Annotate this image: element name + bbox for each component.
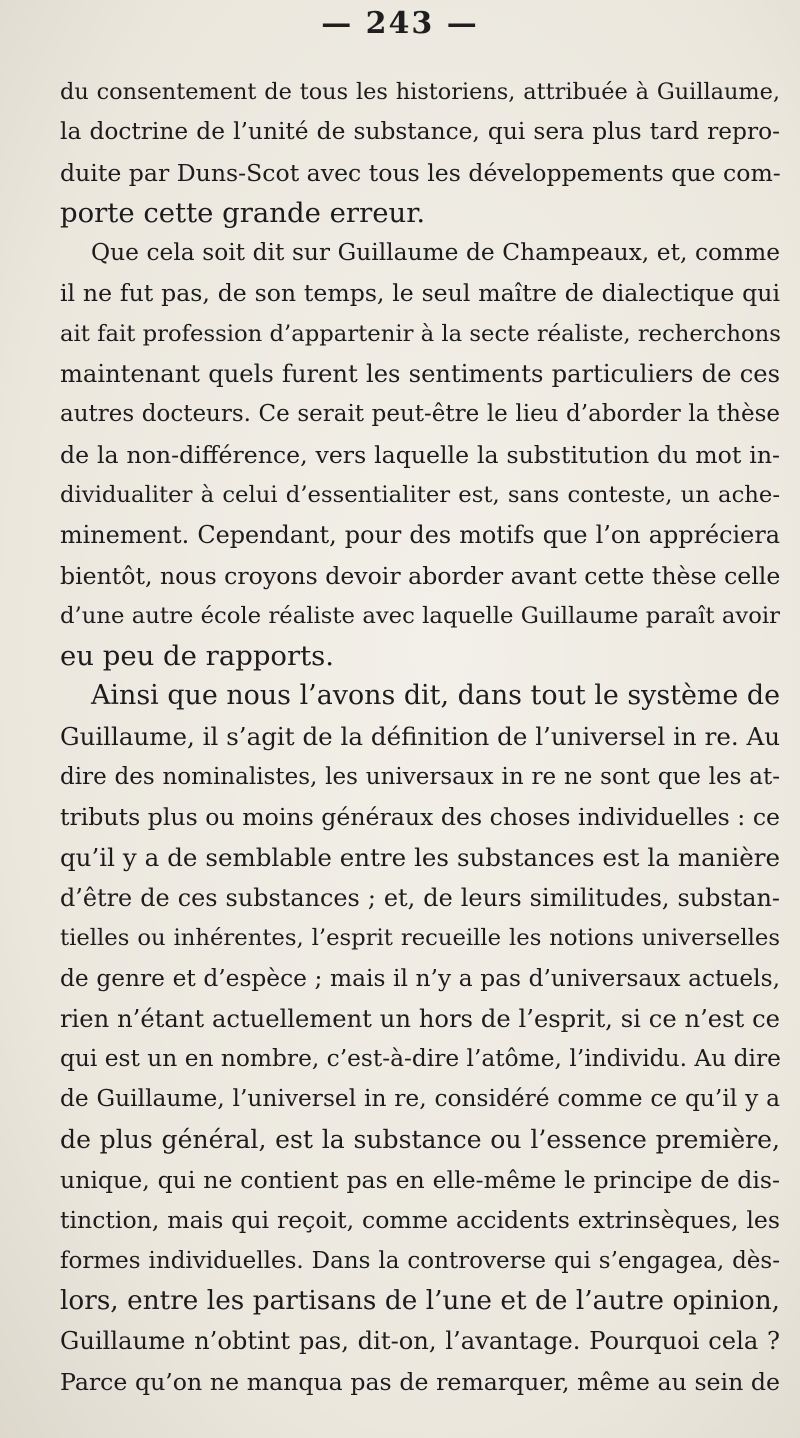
text-line: d’être de ces substances ; et, de leurs similitudes, substan-: [60, 883, 780, 912]
text-line: autres docteurs. Ce serait peut-être le lieu d’aborder la thèse: [60, 401, 780, 428]
text-line: tielles ou inhérentes, l’esprit recueille les notions universelles: [60, 925, 780, 952]
text-line: Ainsi que nous l’avons dit, dans tout le système de: [91, 680, 780, 712]
text-line: maintenant quels furent les sentiments particuliers de ces: [60, 360, 780, 389]
text-line: il ne fut pas, de son temps, le seul maître de dialectique qui: [60, 279, 780, 308]
text-line: dividualiter à celui d’essentialiter est, sans conteste, un ache-: [60, 481, 780, 508]
text-line: bientôt, nous croyons devoir aborder avant cette thèse celle: [60, 561, 781, 590]
text-line: Guillaume n’obtint pas, dit-on, l’avantage. Pourquoi cela ?: [60, 1327, 780, 1356]
text-line: de genre et d’espèce ; mais il n’y a pas d’universaux actuels,: [60, 964, 780, 992]
text-line: Parce qu’on ne manqua pas de remarquer, même au sein de: [60, 1367, 780, 1396]
text-line: unique, qui ne contient pas en elle-même le principe de dis-: [60, 1166, 780, 1195]
text-line: de la non-différence, vers laquelle la substitution du mot in-: [60, 440, 780, 469]
text-line: de plus général, est la substance ou l’essence première,: [60, 1124, 780, 1154]
text-line: de Guillaume, l’universel in re, considéré comme ce qu’il y a: [60, 1085, 780, 1113]
text-line: tinction, mais qui reçoit, comme accidents extrinsèques, les: [60, 1206, 780, 1235]
text-line: la doctrine de l’unité de substance, qui sera plus tard repro-: [60, 118, 780, 146]
text-line: tributs plus ou moins généraux des choses individuelles : ce: [60, 803, 780, 832]
text-line: eu peu de rapports.: [60, 640, 335, 673]
body-text: [60, 72, 780, 1402]
text-line: du consentement de tous les historiens, attribuée à Guillaume,: [60, 79, 780, 105]
text-line: qu’il y a de semblable entre les substances est la manière: [60, 842, 780, 872]
text-line: Que cela soit dit sur Guillaume de Champeaux, et, comme: [91, 239, 780, 267]
page-number: — 243 —: [321, 6, 479, 41]
text-line: porte cette grande erreur.: [60, 196, 426, 229]
text-line: lors, entre les partisans de l’une et de l’autre opinion,: [60, 1285, 780, 1316]
text-line: formes individuelles. Dans la controverse qui s’engagea, dès-: [60, 1247, 780, 1274]
text-line: minement. Cependant, pour des motifs que l’on appréciera: [60, 521, 780, 550]
text-line: qui est un en nombre, c’est-à-dire l’atôme, l’individu. Au dire: [60, 1045, 781, 1073]
text-line: rien n’étant actuellement un hors de l’esprit, si ce n’est ce: [60, 1004, 780, 1033]
text-line: ait fait profession d’appartenir à la secte réaliste, recherchons: [60, 320, 781, 347]
text-line: duite par Duns-Scot avec tous les développements que com-: [60, 158, 781, 187]
text-line: d’une autre école réaliste avec laquelle Guillaume paraît avoir: [60, 602, 780, 629]
text-line: Guillaume, il s’agit de la définition de l’universel in re. Au: [60, 721, 780, 751]
text-line: dire des nominalistes, les universaux in re ne sont que les at-: [60, 764, 780, 791]
